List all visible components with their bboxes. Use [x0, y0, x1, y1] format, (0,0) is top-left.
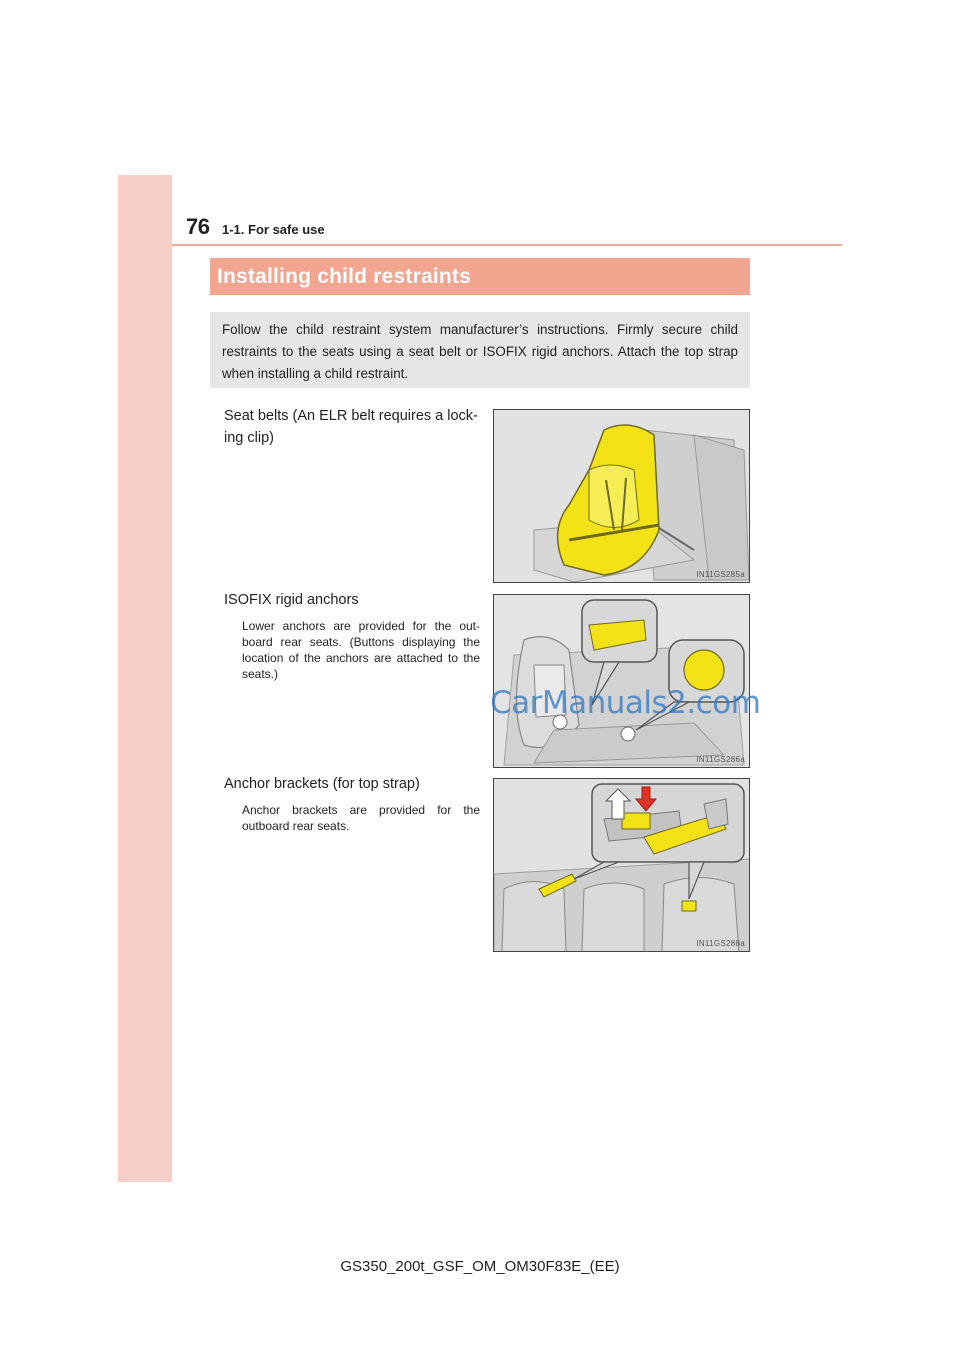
header-rule [172, 244, 842, 246]
figure-code: IN11GS286a [696, 755, 745, 764]
watermark: CarManuals2.com [490, 685, 761, 721]
item-isofix-title: ISOFIX rigid anchors [224, 592, 359, 608]
figure-code: IN11GS288a [696, 939, 745, 948]
item-anchor-brackets-description: Anchor brackets are provided for the outboard rear seats. [242, 803, 480, 833]
intro-box [210, 312, 750, 388]
page-number: 76 [186, 214, 210, 239]
figure-isofix-anchors [493, 594, 750, 768]
footer-document-code: GS350_200t_GSF_OM_OM30F83E_(EE) [340, 1258, 620, 1275]
item-isofix-description: Lower anchors are provided for the out-board rear seats. (Buttons displaying the location of the anchors are attached to the seats.) [242, 619, 480, 681]
figure-seat-belt-install [493, 409, 750, 583]
item-anchor-brackets-title: Anchor brackets (for top strap) [224, 776, 420, 792]
intro-text: Follow the child restraint system manufacturer’s instructions. Firmly secure child restraints to the seats using a seat belt or ISOFIX rigid anchors. Attach the top strap when installing a child restraint. [222, 322, 738, 381]
item-seat-belts-title: Seat belts (An ELR belt requires a lock-ing clip) [224, 408, 478, 446]
side-thumb-band [118, 175, 172, 1182]
figure-code: IN11GS285a [696, 570, 745, 579]
figure-anchor-brackets [493, 778, 750, 952]
section-label: 1-1. For safe use [222, 222, 325, 237]
section-title: Installing child restraints [210, 258, 750, 295]
